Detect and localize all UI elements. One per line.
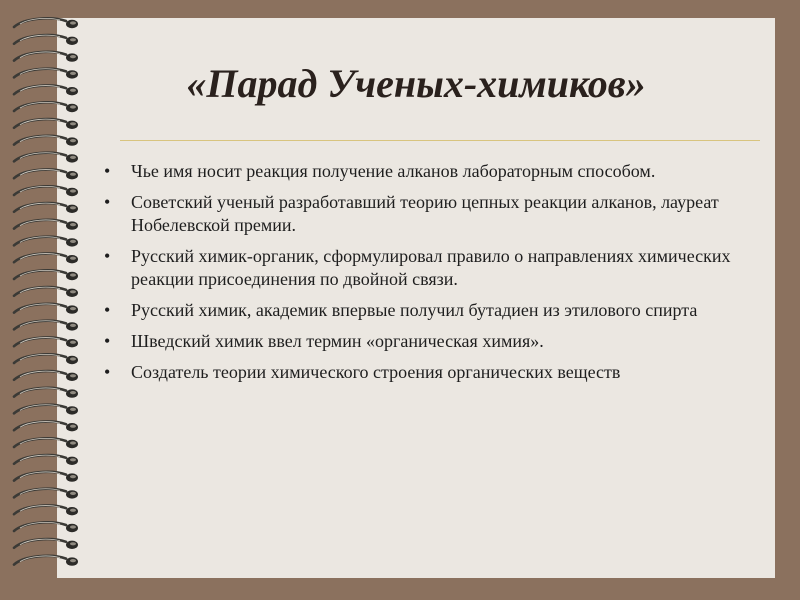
list-item-text: Шведский химик ввел термин «органическая химия».	[131, 331, 544, 351]
spiral-ring	[14, 522, 78, 532]
list-item-text: Создатель теории химического строения органических веществ	[131, 362, 621, 382]
spiral-ring	[14, 556, 78, 566]
spiral-ring	[14, 203, 78, 213]
spiral-ring	[14, 371, 78, 381]
bullet-list	[104, 160, 764, 392]
bullet-dot: •	[104, 246, 111, 266]
spiral-ring	[14, 18, 78, 28]
spiral-ring	[14, 388, 78, 398]
spiral-ring	[14, 254, 78, 264]
list-item	[104, 160, 764, 183]
spiral-ring	[14, 170, 78, 180]
title-divider	[120, 140, 760, 141]
bullet-dot: •	[104, 192, 111, 212]
spiral-ring	[14, 237, 78, 247]
list-item	[104, 330, 764, 353]
list-item	[104, 299, 764, 322]
spiral-ring	[14, 35, 78, 45]
spiral-ring	[14, 506, 78, 516]
list-item	[104, 245, 764, 291]
spiral-ring	[14, 321, 78, 331]
spiral-ring	[14, 438, 78, 448]
spiral-ring	[14, 287, 78, 297]
bullet-dot: •	[104, 300, 111, 320]
spiral-ring	[14, 422, 78, 432]
spiral-ring	[14, 472, 78, 482]
list-item-text: Русский химик-органик, сформулировал правило о направлениях химических реакции присоединения по двойной связи.	[131, 246, 731, 289]
bullet-dot: •	[104, 161, 111, 181]
spiral-ring	[14, 270, 78, 280]
spiral-ring	[14, 405, 78, 415]
list-item	[104, 361, 764, 384]
slide-title: «Парад Ученых-химиков»	[186, 61, 646, 106]
list-item-text: Чье имя носит реакция получение алканов лабораторным способом.	[131, 161, 656, 181]
spiral-ring	[14, 539, 78, 549]
list-item-text: Советский ученый разработавший теорию цепных реакции алканов, лауреат Нобелевской премии.	[131, 192, 719, 235]
spiral-ring	[14, 220, 78, 230]
bullet-dot: •	[104, 331, 111, 351]
list-item	[104, 191, 764, 237]
list-item-text: Русский химик, академик впервые получил бутадиен из этилового спирта	[131, 300, 698, 320]
spiral-ring	[14, 186, 78, 196]
spiral-ring	[14, 489, 78, 499]
spiral-ring	[14, 304, 78, 314]
spiral-ring	[14, 338, 78, 348]
bullet-dot: •	[104, 362, 111, 382]
spiral-ring	[14, 136, 78, 146]
spiral-ring	[14, 455, 78, 465]
spiral-ring	[14, 354, 78, 364]
spiral-ring	[14, 119, 78, 129]
spiral-ring	[14, 153, 78, 163]
